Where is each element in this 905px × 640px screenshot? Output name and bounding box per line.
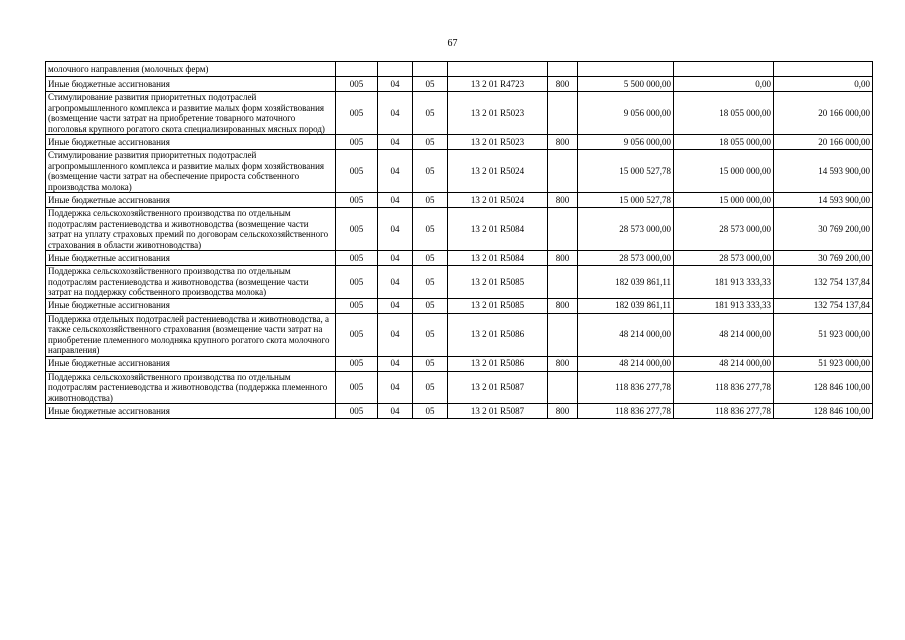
item-name: Иные бюджетные ассигнования (46, 251, 336, 266)
amount-year-3: 30 769 200,00 (774, 251, 873, 266)
table-row (46, 251, 873, 266)
grbs-code: 005 (336, 404, 378, 419)
table-row (46, 92, 873, 135)
expense-type-code: 800 (548, 135, 578, 150)
item-name: Поддержка сельскохозяйственного производства по отдельным подотраслям растениеводства и животноводства (возмещение части затрат на поддержку собственного производства молока) (46, 266, 336, 299)
amount-year-3: 20 166 000,00 (774, 92, 873, 135)
section-code: 04 (378, 92, 413, 135)
amount-year-1 (578, 62, 674, 77)
target-article-code: 13 2 01 R5087 (448, 404, 548, 419)
amount-year-3: 51 923 000,00 (774, 356, 873, 371)
amount-year-1: 48 214 000,00 (578, 313, 674, 356)
amount-year-2: 181 913 333,33 (674, 266, 774, 299)
section-code: 04 (378, 356, 413, 371)
amount-year-2: 18 055 000,00 (674, 92, 774, 135)
amount-year-1: 182 039 861,11 (578, 266, 674, 299)
amount-year-2: 48 214 000,00 (674, 356, 774, 371)
amount-year-1: 28 573 000,00 (578, 251, 674, 266)
amount-year-3: 128 846 100,00 (774, 371, 873, 404)
item-name: Иные бюджетные ассигнования (46, 404, 336, 419)
target-article-code: 13 2 01 R5023 (448, 92, 548, 135)
item-name: Иные бюджетные ассигнования (46, 298, 336, 313)
expense-type-code: 800 (548, 77, 578, 92)
target-article-code: 13 2 01 R5084 (448, 208, 548, 251)
amount-year-3: 0,00 (774, 77, 873, 92)
subsection-code: 05 (413, 208, 448, 251)
target-article-code: 13 2 01 R5086 (448, 313, 548, 356)
amount-year-1: 9 056 000,00 (578, 92, 674, 135)
table-row (46, 404, 873, 419)
subsection-code: 05 (413, 193, 448, 208)
target-article-code: 13 2 01 R5024 (448, 193, 548, 208)
amount-year-2: 48 214 000,00 (674, 313, 774, 356)
section-code: 04 (378, 313, 413, 356)
table-row (46, 193, 873, 208)
grbs-code: 005 (336, 313, 378, 356)
expense-type-code: 800 (548, 193, 578, 208)
section-code: 04 (378, 404, 413, 419)
amount-year-3: 14 593 900,00 (774, 150, 873, 193)
section-code: 04 (378, 298, 413, 313)
item-name: Стимулирование развития приоритетных подотраслей агропромышленного комплекса и развитие малых форм хозяйствования (возмещение части затрат на приобретение товарного маточного поголовья крупного рогатого скота специализированных мясных пород) (46, 92, 336, 135)
subsection-code: 05 (413, 298, 448, 313)
section-code: 04 (378, 150, 413, 193)
section-code: 04 (378, 77, 413, 92)
grbs-code: 005 (336, 92, 378, 135)
amount-year-2: 181 913 333,33 (674, 298, 774, 313)
table-row (46, 266, 873, 299)
grbs-code: 005 (336, 298, 378, 313)
amount-year-2: 118 836 277,78 (674, 404, 774, 419)
table-row (46, 77, 873, 92)
item-name: Стимулирование развития приоритетных подотраслей агропромышленного комплекса и развитие малых форм хозяйствования (возмещение части затрат на обеспечение прироста собственного производства молока) (46, 150, 336, 193)
subsection-code: 05 (413, 150, 448, 193)
amount-year-1: 182 039 861,11 (578, 298, 674, 313)
item-name: Иные бюджетные ассигнования (46, 356, 336, 371)
table-row (46, 371, 873, 404)
item-name: молочного направления (молочных ферм) (46, 62, 336, 77)
subsection-code (413, 62, 448, 77)
budget-table (45, 61, 873, 419)
grbs-code: 005 (336, 266, 378, 299)
item-name: Иные бюджетные ассигнования (46, 193, 336, 208)
amount-year-3: 14 593 900,00 (774, 193, 873, 208)
expense-type-code (548, 208, 578, 251)
item-name: Поддержка сельскохозяйственного производства по отдельным подотраслям растениеводства и животноводства (поддержка племенного животноводства) (46, 371, 336, 404)
grbs-code (336, 62, 378, 77)
amount-year-1: 118 836 277,78 (578, 371, 674, 404)
grbs-code: 005 (336, 150, 378, 193)
subsection-code: 05 (413, 266, 448, 299)
grbs-code: 005 (336, 77, 378, 92)
expense-type-code: 800 (548, 251, 578, 266)
amount-year-1: 15 000 527,78 (578, 150, 674, 193)
target-article-code (448, 62, 548, 77)
amount-year-1: 5 500 000,00 (578, 77, 674, 92)
subsection-code: 05 (413, 371, 448, 404)
grbs-code: 005 (336, 208, 378, 251)
expense-type-code (548, 92, 578, 135)
page-number: 67 (447, 38, 458, 49)
section-code: 04 (378, 208, 413, 251)
grbs-code: 005 (336, 356, 378, 371)
table-row (46, 356, 873, 371)
table-row (46, 150, 873, 193)
amount-year-2: 28 573 000,00 (674, 251, 774, 266)
grbs-code: 005 (336, 371, 378, 404)
section-code: 04 (378, 371, 413, 404)
expense-type-code (548, 150, 578, 193)
target-article-code: 13 2 01 R5085 (448, 266, 548, 299)
section-code: 04 (378, 135, 413, 150)
section-code: 04 (378, 251, 413, 266)
amount-year-1: 15 000 527,78 (578, 193, 674, 208)
amount-year-2: 118 836 277,78 (674, 371, 774, 404)
amount-year-2: 18 055 000,00 (674, 135, 774, 150)
amount-year-3: 128 846 100,00 (774, 404, 873, 419)
subsection-code: 05 (413, 77, 448, 92)
target-article-code: 13 2 01 R4723 (448, 77, 548, 92)
amount-year-2 (674, 62, 774, 77)
table-row (46, 298, 873, 313)
target-article-code: 13 2 01 R5085 (448, 298, 548, 313)
grbs-code: 005 (336, 135, 378, 150)
subsection-code: 05 (413, 404, 448, 419)
table-row (46, 135, 873, 150)
amount-year-3 (774, 62, 873, 77)
expense-type-code: 800 (548, 356, 578, 371)
expense-type-code: 800 (548, 404, 578, 419)
amount-year-3: 132 754 137,84 (774, 266, 873, 299)
table-row (46, 62, 873, 77)
target-article-code: 13 2 01 R5084 (448, 251, 548, 266)
item-name: Поддержка отдельных подотраслей растениеводства и животноводства, а также сельскохозяйственного страхования (возмещение части затрат на приобретение племенного молодняка крупного рогатого скота молочного направления) (46, 313, 336, 356)
grbs-code: 005 (336, 251, 378, 266)
target-article-code: 13 2 01 R5023 (448, 135, 548, 150)
section-code: 04 (378, 266, 413, 299)
section-code: 04 (378, 193, 413, 208)
subsection-code: 05 (413, 251, 448, 266)
expense-type-code: 800 (548, 298, 578, 313)
amount-year-1: 118 836 277,78 (578, 404, 674, 419)
amount-year-1: 9 056 000,00 (578, 135, 674, 150)
target-article-code: 13 2 01 R5024 (448, 150, 548, 193)
table-row (46, 313, 873, 356)
amount-year-1: 28 573 000,00 (578, 208, 674, 251)
target-article-code: 13 2 01 R5086 (448, 356, 548, 371)
item-name: Иные бюджетные ассигнования (46, 135, 336, 150)
amount-year-2: 28 573 000,00 (674, 208, 774, 251)
subsection-code: 05 (413, 135, 448, 150)
table-body (46, 62, 873, 419)
amount-year-3: 30 769 200,00 (774, 208, 873, 251)
expense-type-code (548, 62, 578, 77)
expense-type-code (548, 371, 578, 404)
amount-year-2: 0,00 (674, 77, 774, 92)
subsection-code: 05 (413, 313, 448, 356)
item-name: Иные бюджетные ассигнования (46, 77, 336, 92)
item-name: Поддержка сельскохозяйственного производства по отдельным подотраслям растениеводства и животноводства (возмещение части затрат на уплату страховых премий по договорам сельскохозяйственного страхования в области животноводства) (46, 208, 336, 251)
amount-year-3: 132 754 137,84 (774, 298, 873, 313)
amount-year-2: 15 000 000,00 (674, 150, 774, 193)
grbs-code: 005 (336, 193, 378, 208)
amount-year-1: 48 214 000,00 (578, 356, 674, 371)
subsection-code: 05 (413, 356, 448, 371)
amount-year-2: 15 000 000,00 (674, 193, 774, 208)
amount-year-3: 20 166 000,00 (774, 135, 873, 150)
expense-type-code (548, 313, 578, 356)
amount-year-3: 51 923 000,00 (774, 313, 873, 356)
section-code (378, 62, 413, 77)
subsection-code: 05 (413, 92, 448, 135)
expense-type-code (548, 266, 578, 299)
table-row (46, 208, 873, 251)
target-article-code: 13 2 01 R5087 (448, 371, 548, 404)
